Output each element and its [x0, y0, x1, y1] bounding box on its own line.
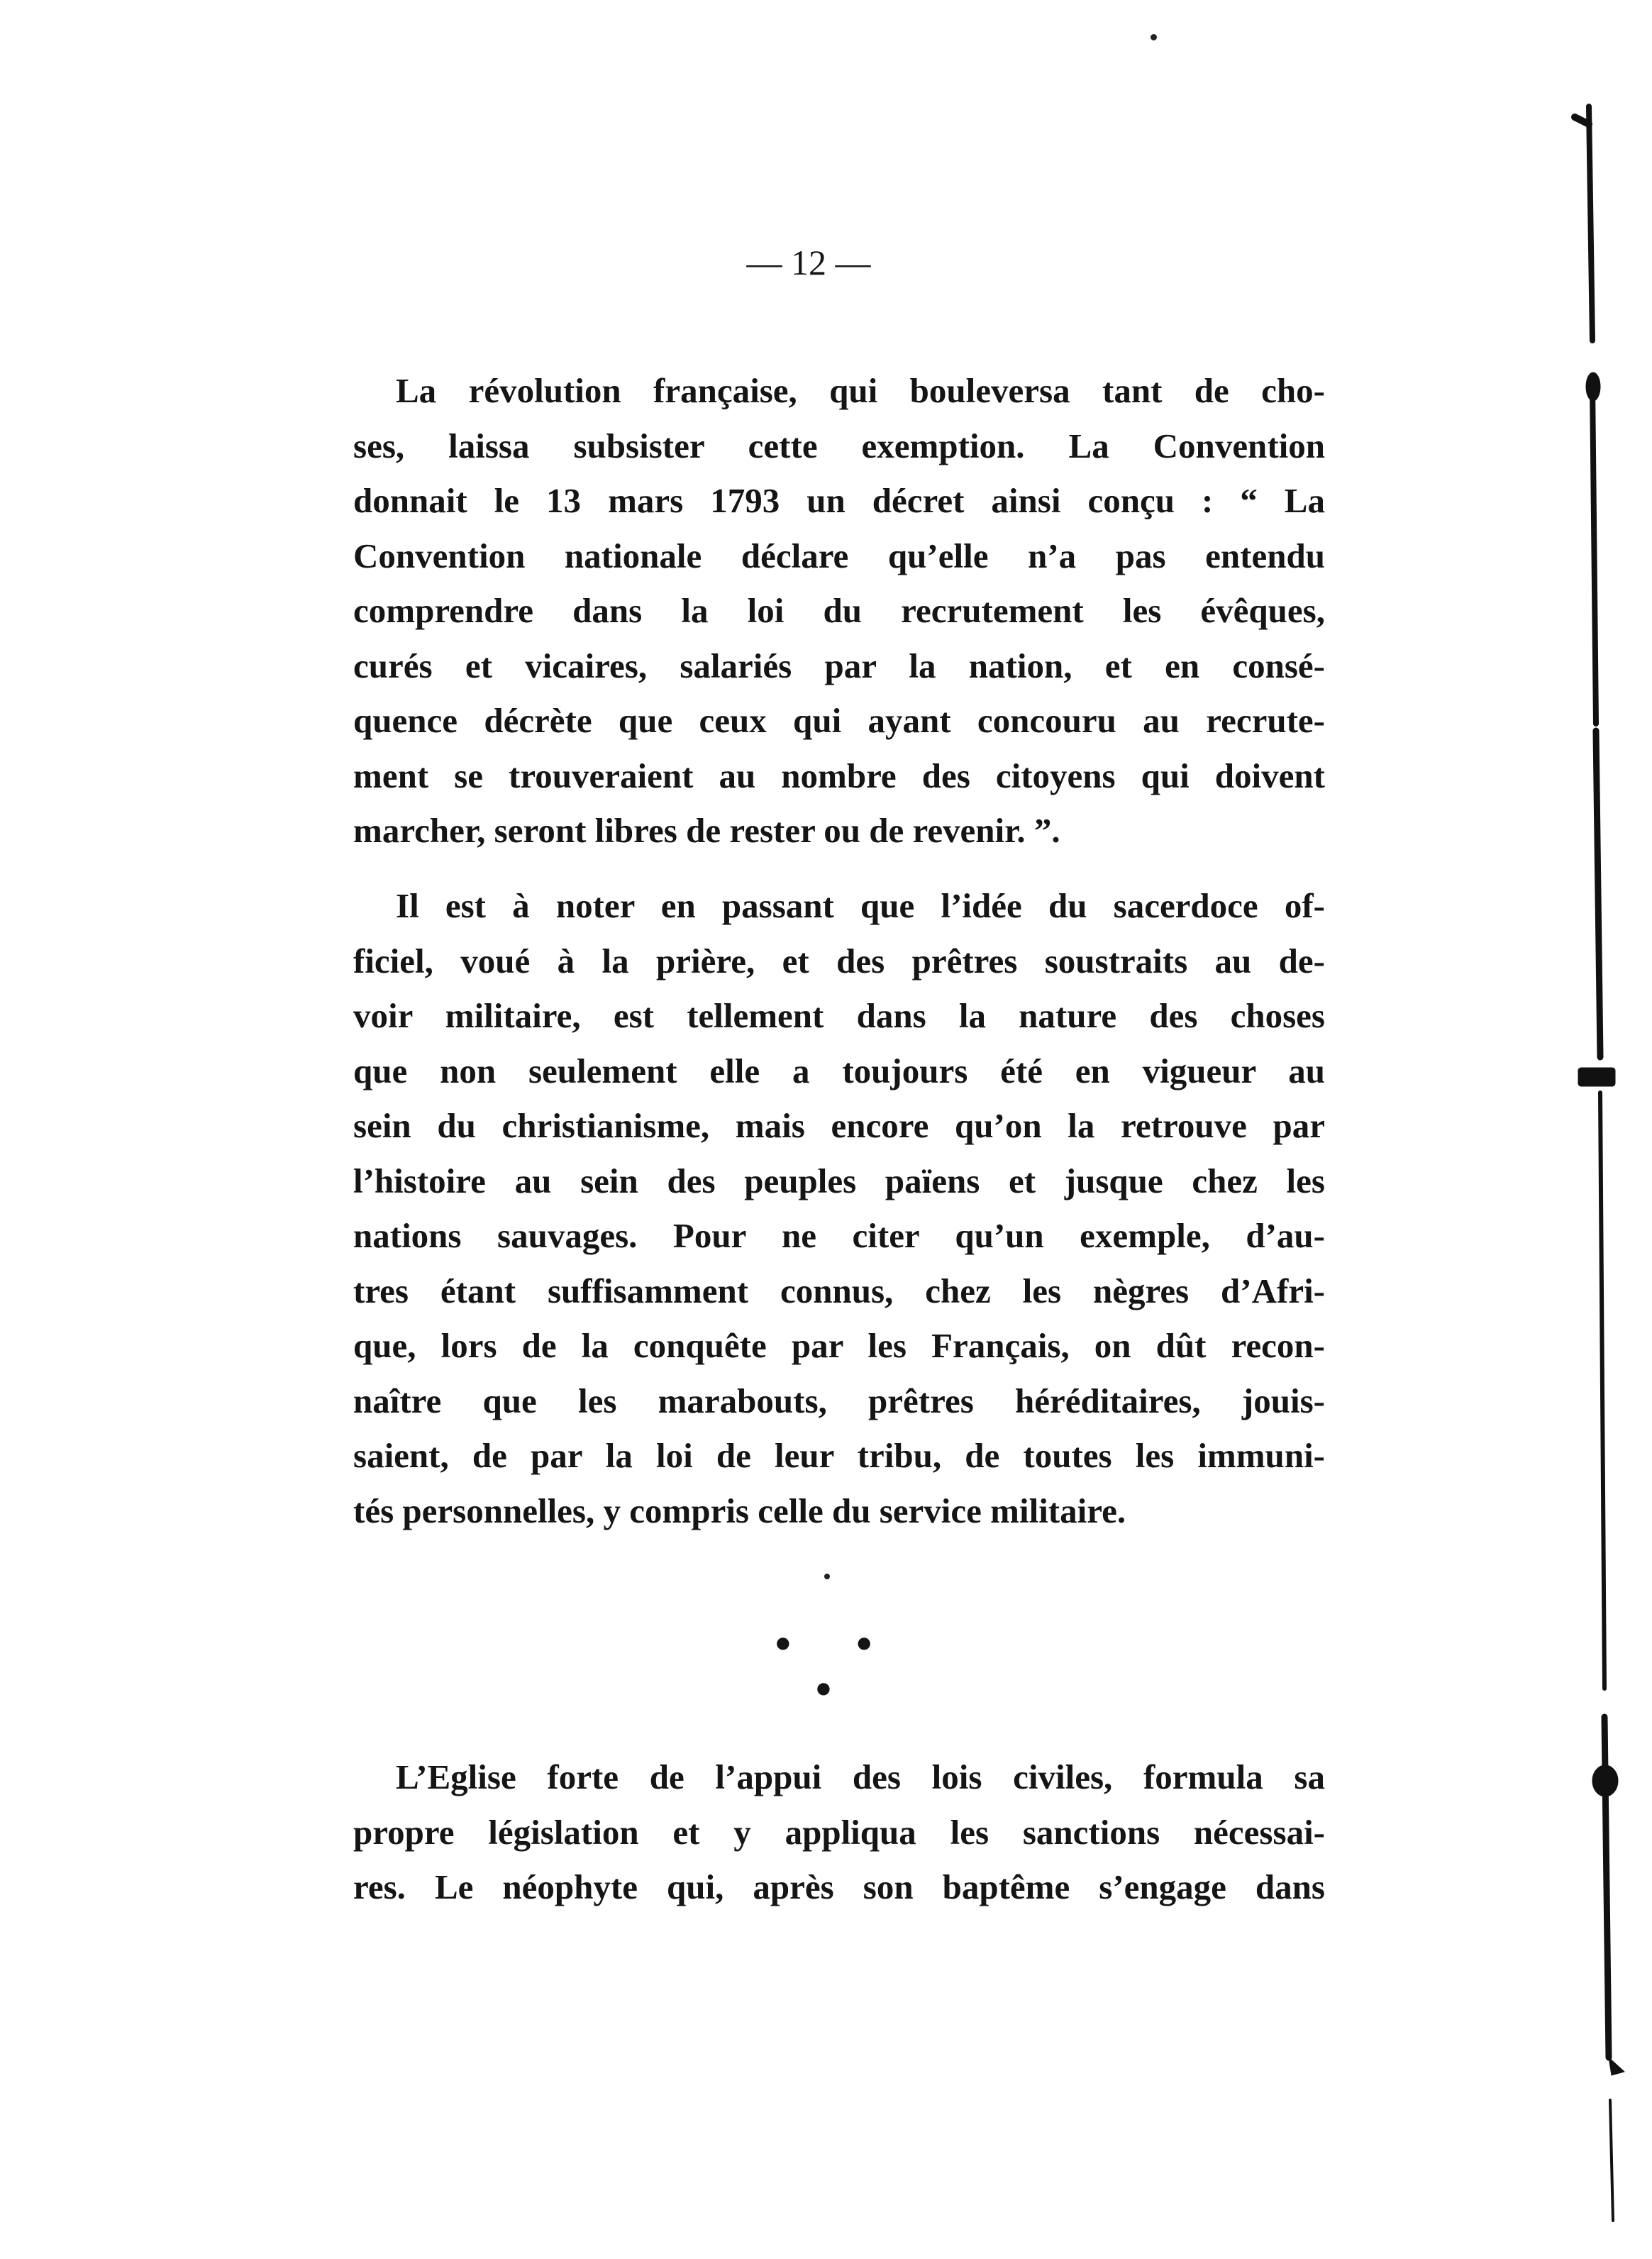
paragraph-line: naître que les marabouts, prêtres héréditaires, jouis-: [353, 1381, 1325, 1420]
paragraph-sacerdoce: [353, 878, 1325, 1538]
paragraph-line: Convention nationale déclare qu’elle n’a pas entendu: [353, 536, 1325, 575]
paragraph-line: nations sauvages. Pour ne citer qu’un exemple, d’au-: [353, 1216, 1325, 1255]
paragraph-line: sein du christianisme, mais encore qu’on la retrouve par: [353, 1106, 1325, 1145]
paragraph-line: ficiel, voué à la prière, et des prêtres soustraits au de-: [353, 941, 1325, 981]
paragraph-line: tres étant suffisamment connus, chez les nègres d’Afri-: [353, 1271, 1325, 1310]
stray-dot: [1151, 34, 1157, 40]
paragraph-line: La révolution française, qui bouleversa tant de cho-: [396, 371, 1325, 410]
paragraph-line: que, lors de la conquête par les Français, on dût recon-: [353, 1326, 1325, 1365]
paragraph-line: voir militaire, est tellement dans la nature des choses: [353, 996, 1325, 1035]
paragraph-line: quence décrète que ceux qui ayant concouru au recrute-: [353, 701, 1325, 740]
paragraph-line: l’histoire au sein des peuples païens et jusque chez les: [353, 1161, 1325, 1200]
paragraph-line: curés et vicaires, salariés par la nation, et en consé-: [353, 646, 1325, 685]
paragraph-revolution: [353, 363, 1325, 858]
paragraph-line: ses, laissa subsister cette exemption. La Convention: [353, 426, 1325, 465]
page-number: — 12 —: [746, 243, 871, 282]
paragraph-line: marcher, seront libres de rester ou de revenir. ”.: [353, 811, 1060, 850]
paragraph-line: Il est à noter en passant que l’idée du sacerdoce of-: [396, 886, 1325, 925]
paragraph-line: que non seulement elle a toujours été en vigueur au: [353, 1051, 1325, 1090]
paragraph-line: tés personnelles, y compris celle du service militaire.: [353, 1491, 1126, 1530]
paragraph-line: donnait le 13 mars 1793 un décret ainsi conçu : “ La: [353, 481, 1325, 520]
paragraph-line: res. Le néophyte qui, après son baptême s’engage dans: [353, 1867, 1325, 1906]
paragraph-line: comprendre dans la loi du recrutement les évêques,: [353, 591, 1325, 630]
section-separator: • • •: [775, 1618, 899, 1714]
stray-dot: [824, 1574, 830, 1579]
paragraph-line: ment se trouveraient au nombre des citoyens qui doivent: [353, 756, 1325, 795]
paragraph-eglise: [353, 1750, 1325, 1915]
paragraph-line: L’Eglise forte de l’appui des lois civiles, formula sa: [396, 1757, 1325, 1796]
paragraph-line: saient, de par la loi de leur tribu, de toutes les immuni-: [353, 1436, 1325, 1475]
paragraph-line: propre législation et y appliqua les sanctions nécessai-: [353, 1812, 1325, 1852]
